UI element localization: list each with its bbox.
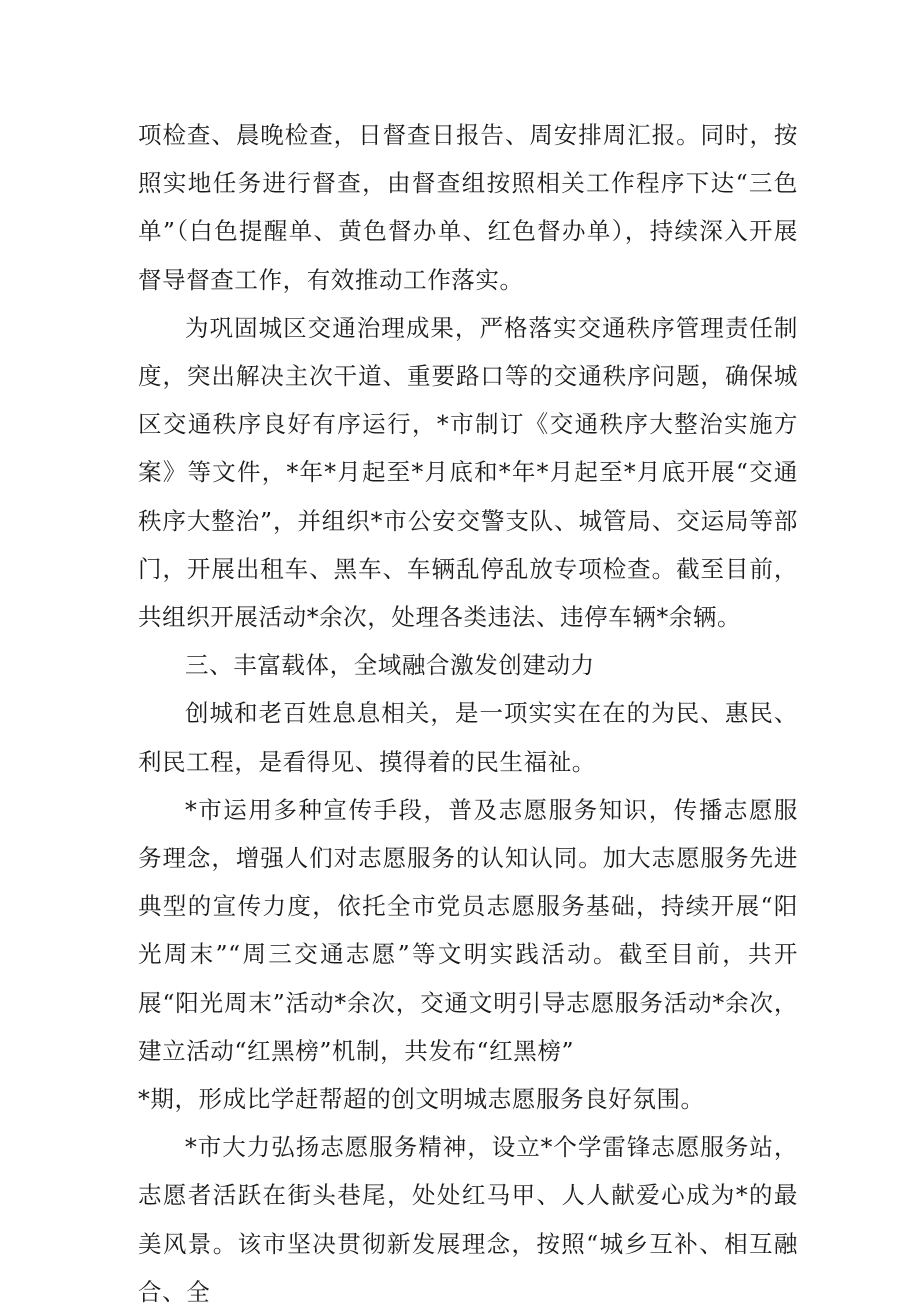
paragraph-volunteer-atmosphere: *期，形成比学赶帮超的创文明城志愿服务良好氛围。 [138,1085,705,1114]
paragraph-continuation: 项检查、晨晚检查，日督查日报告、周安排周汇报。同时，按照实地任务进行督查，由督查组按照相关工作程序下达“三色单”（白色提醒单、黄色督办单、红色督办单），持续深入开展督导督查工作，有效推动工作落实。 [138,121,798,294]
paragraph-civic-welfare: 创城和老百姓息息相关，是一项实实在在的为民、惠民、利民工程，是看得见、摸得着的民生福祉。 [138,699,798,776]
paragraph-traffic-order: 为巩固城区交通治理成果，严格落实交通秩序管理责任制度，突出解决主次干道、重要路口等的交通秩序问题，确保城区交通秩序良好有序运行，*市制订《交通秩序大整治实施方案》等文件，*年*月起至*月底和*年*月起至*月底开展“交通秩序大整治”，并组织*市公安交警支队、城管局、交运局等部门，开展出租车、黑车、车辆乱停乱放专项检查。截至目前，共组织开展活动*余次，处理各类违法、违停车辆*余辆。 [138,313,798,632]
paragraph-volunteer-promotion: *市运用多种宣传手段，普及志愿服务知识，传播志愿服务理念，增强人们对志愿服务的认知认同。加大志愿服务先进典型的宣传力度，依托全市党员志愿服务基础，持续开展“阳光周末”“周三交通志愿”等文明实践活动。截至目前，共开展“阳光周末”活动*余次，交通文明引导志愿服务活动*余次，建立活动“红黑榜”机制，共发布“红黑榜” [138,795,798,1065]
section-heading-3: 三、丰富载体，全域融合激发创建动力 [185,651,595,680]
paragraph-volunteer-spirit: *市大力弘扬志愿服务精神，设立*个学雷锋志愿服务站，志愿者活跃在街头巷尾，处处红马甲、人人献爱心成为*的最美风景。该市坚决贯彻新发展理念，按照“城乡互补、相互融合、全 [138,1133,798,1306]
document-body [138,111,798,1316]
